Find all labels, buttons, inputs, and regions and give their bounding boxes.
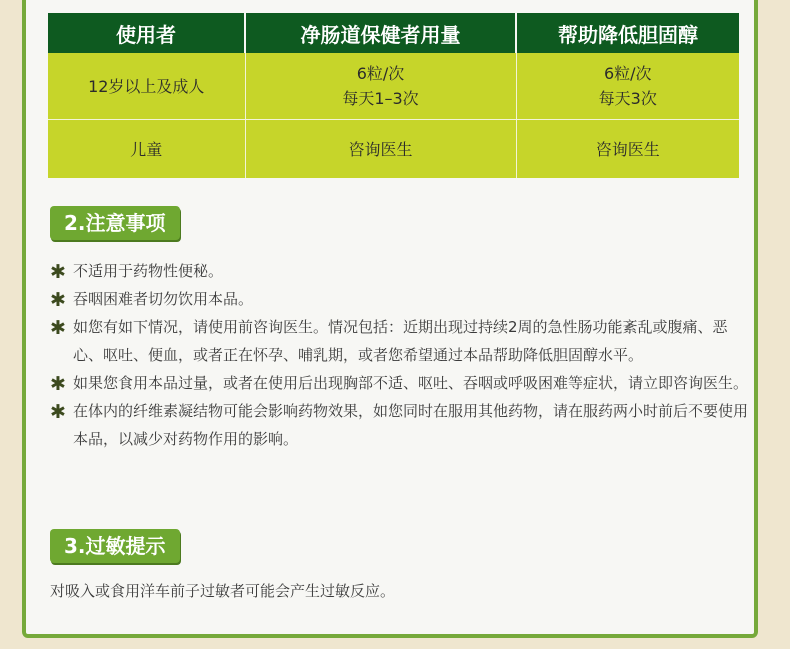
row-cholesterol-dose (516, 120, 739, 179)
row-user: 12岁以上及成人 (48, 53, 245, 120)
list-item (50, 285, 750, 313)
row-bowel-dose (245, 53, 516, 120)
dose-line: 6粒/次 (356, 64, 405, 83)
note-text: 吞咽困难者切勿饮用本品。 (73, 290, 254, 308)
list-item (50, 257, 750, 285)
row-cholesterol-dose (516, 53, 739, 120)
note-text: 如果您食用本品过量，或者在使用后出现胸部不适、呕吐、吞咽或呼吸困难等症状，请立即咨询医生。 (73, 374, 749, 392)
table-row (48, 120, 739, 179)
header-cholesterol-dose: 帮助降低胆固醇 (516, 13, 739, 53)
note-text: 在体内的纤维素凝结物可能会影响药物效果，如您同时在服用其他药物，请在服药两小时前后不要使用本品，以减少对药物作用的影响。 (73, 402, 749, 448)
dose-line: 咨询医生 (348, 139, 413, 159)
list-item (50, 397, 750, 453)
star-bullet-icon: ✱ (50, 261, 66, 283)
allergy-text: 对吸入或食用洋车前子过敏者可能会产生过敏反应。 (50, 582, 396, 600)
precautions-heading: 2.注意事项 (50, 206, 180, 240)
row-bowel-dose (245, 120, 516, 179)
star-bullet-icon: ✱ (50, 289, 66, 311)
allergy-heading: 3.过敏提示 (50, 529, 180, 563)
star-bullet-icon: ✱ (50, 401, 66, 423)
dose-line: 每天1–3次 (342, 89, 419, 108)
star-bullet-icon: ✱ (50, 373, 66, 395)
dose-line: 每天3次 (598, 89, 657, 108)
dosage-table (48, 13, 739, 178)
note-text: 不适用于药物性便秘。 (73, 262, 224, 280)
note-text: 如您有如下情况，请使用前咨询医生。情况包括：近期出现过持续2周的急性肠功能紊乱或腹痛、恶心、呕吐、便血，或者正在怀孕、哺乳期，或者您希望通过本品帮助降低胆固醇水平。 (73, 318, 728, 364)
header-bowel-dose: 净肠道保健者用量 (245, 13, 516, 53)
table-row (48, 53, 739, 120)
list-item (50, 369, 750, 397)
dose-line: 咨询医生 (595, 139, 660, 159)
star-bullet-icon: ✱ (50, 317, 66, 339)
precautions-list (50, 257, 750, 453)
dose-line: 6粒/次 (603, 64, 652, 83)
row-user: 儿童 (48, 120, 245, 179)
header-user: 使用者 (48, 13, 245, 53)
list-item (50, 313, 750, 369)
table-header-row (48, 13, 739, 53)
